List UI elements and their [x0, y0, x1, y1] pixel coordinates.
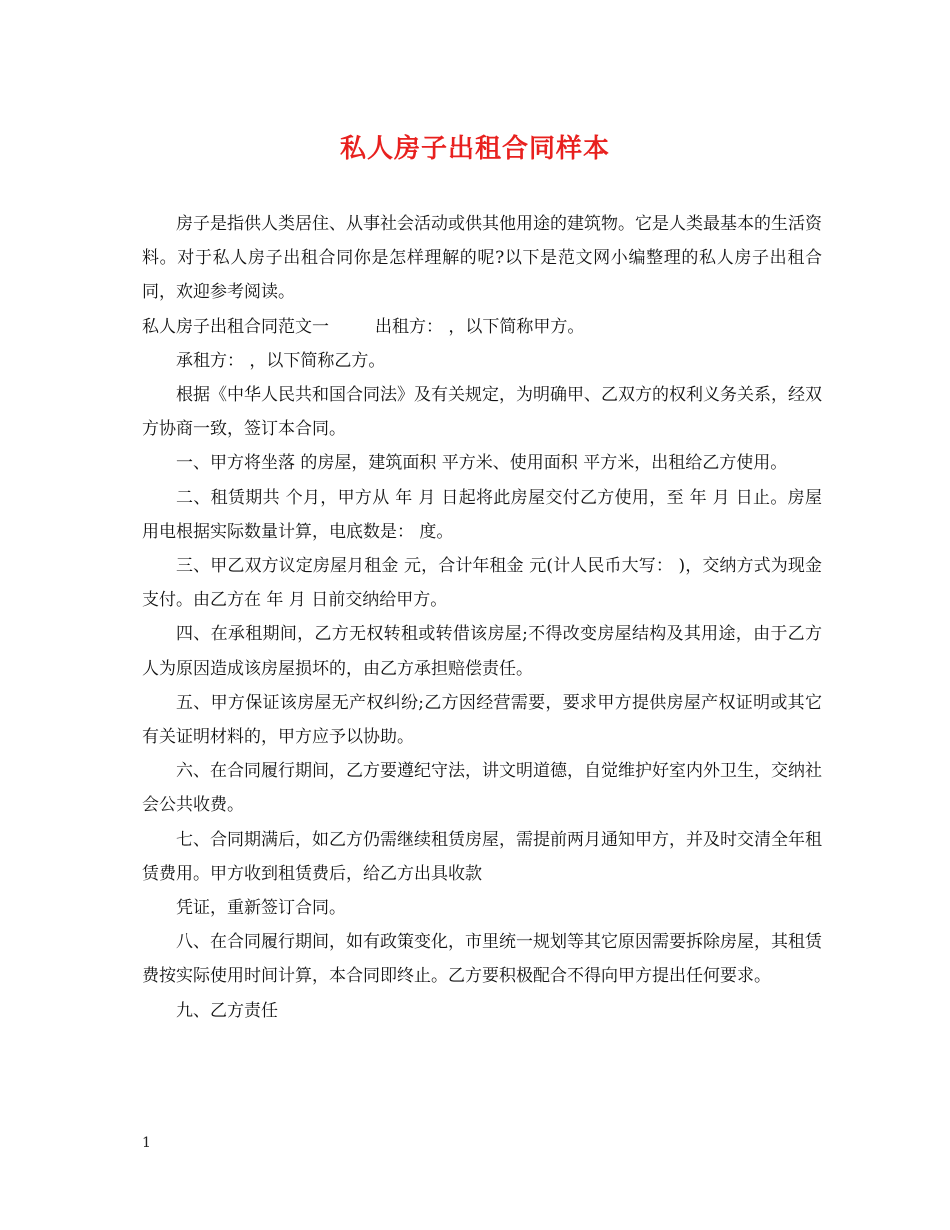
lessee-line: 承租方： ，以下简称乙方。 — [176, 350, 386, 371]
clause-8: 八、在合同履行期间，如有政策变化，市里统一规划等其它原因需要拆除房屋，其租赁费按实际使用时间计算，本合同即终止。乙方要积极配合不得向甲方提出任何要求。 — [142, 932, 822, 987]
document-body — [142, 207, 822, 1028]
contract-sample-label: 私人房子出租合同范文一 — [142, 316, 329, 337]
clause-7-continued: 凭证，重新签订合同。 — [176, 898, 346, 919]
clause-9: 九、乙方责任 — [176, 1000, 278, 1021]
clause-5: 五、甲方保证该房屋无产权纠纷;乙方因经营需要，要求甲方提供房屋产权证明或其它有关证明材料的，甲方应予以协助。 — [142, 692, 822, 748]
contract-heading-line — [142, 310, 822, 344]
clause-4: 四、在承租期间，乙方无权转租或转借该房屋;不得改变房屋结构及其用途，由于乙方人为原因造成该房屋损坏的，由乙方承担赔偿责任。 — [142, 624, 822, 679]
clause-6: 六、在合同履行期间，乙方要遵纪守法，讲文明道德，自觉维护好室内外卫生，交纳社会公共收费。 — [142, 761, 822, 816]
page-number: 1 — [142, 1135, 151, 1151]
clause-3: 三、甲乙双方议定房屋月租金 元，合计年租金 元(计人民币大写： )，交纳方式为现金支付。由乙方在 年 月 日前交纳给甲方。 — [142, 556, 822, 611]
lessor-line: 出租方： ，以下简称甲方。 — [375, 316, 585, 337]
clause-7: 七、合同期满后，如乙方仍需继续租赁房屋，需提前两月通知甲方，并及时交清全年租赁费用。甲方收到租赁费后，给乙方出具收款 — [142, 829, 822, 884]
clause-2: 二、租赁期共 个月，甲方从 年 月 日起将此房屋交付乙方使用，至 年 月 日止。房屋用电根据实际数量计算，电底数是： 度。 — [142, 487, 822, 542]
intro-paragraph: 房子是指供人类居住、从事社会活动或供其他用途的建筑物。它是人类最基本的生活资料。对于私人房子出租合同你是怎样理解的呢?以下是范文网小编整理的私人房子出租合同，欢迎参考阅读。 — [142, 214, 822, 303]
document-title: 私人房子出租合同样本 — [339, 134, 610, 164]
basis-paragraph: 根据《中华人民共和国合同法》及有关规定，为明确甲、乙双方的权利义务关系，经双方协商一致，签订本合同。 — [142, 385, 822, 440]
clause-1: 一、甲方将坐落 的房屋，建筑面积 平方米、使用面积 平方米，出租给乙方使用。 — [176, 453, 788, 474]
